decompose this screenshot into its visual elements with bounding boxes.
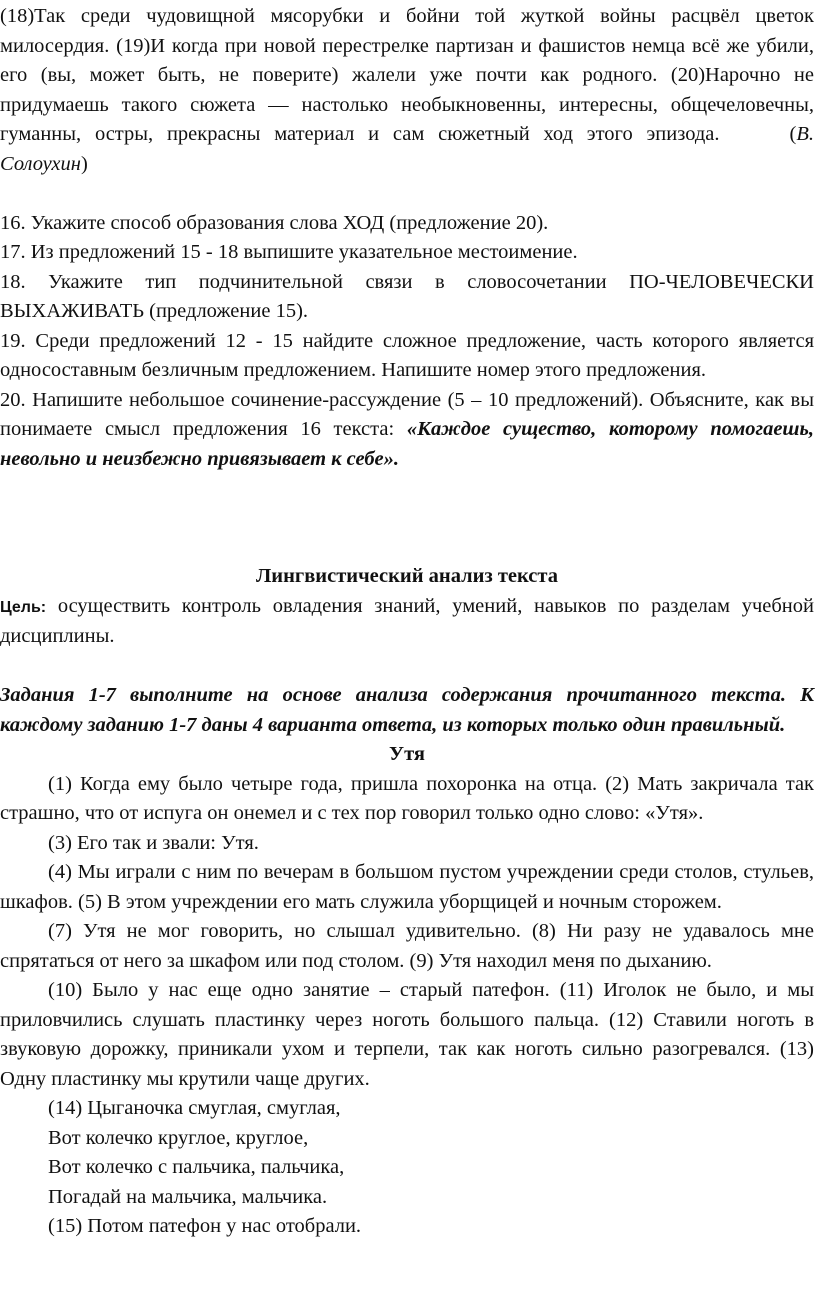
spacer (0, 652, 814, 682)
intro-text: (18)Так среди чудовищной мясорубки и бойни той жуткой войны расцвёл цветок милосердия. (19)И когда при новой перестрелке партизан и фашистов немца всё же убили, его (вы, может быть, не поверите) жалели уже почти как родного. (20)Нарочно не придумаешь такого сюжета — настолько необыкновенны, интересны, общечеловечны, гуманны, остры, прекрасны материал и сам сюжетный ход этого эпизода. (0, 5, 814, 145)
spacer (0, 179, 814, 209)
goal-label: Цель: (0, 598, 47, 616)
poem-line: Вот колечко с пальчика, пальчика, (48, 1156, 345, 1178)
task-17: 17. Из предложений 15 - 18 выпишите указательное местоимение. (0, 241, 578, 263)
intro-paragraph (0, 2, 814, 179)
story-paragraph: (1) Когда ему было четыре года, пришла похоронка на отца. (2) Мать закричала так страшно, что от испуга он онемел и с тех пор говорил только одно слово: «Утя». (0, 772, 814, 824)
task-20 (0, 386, 814, 475)
story-paragraph: (7) Утя не мог говорить, но слышал удивительно. (8) Ни разу не удавалось мне спрятаться от него за шкафом или под столом. (9) Утя находил меня по дыханию. (0, 920, 814, 972)
goal-text: осуществить контроль овладения знаний, умений, навыков по разделам учебной дисциплины. (0, 594, 814, 647)
author-attribution: (В. Солоухин) (0, 123, 814, 175)
task-16: 16. Укажите способ образования слова ХОД (предложение 20). (0, 211, 549, 234)
author-name: В. Солоухин (0, 123, 814, 175)
story-last-line: (15) Потом патефон у нас отобрали. (48, 1215, 362, 1237)
goal-line (0, 592, 814, 652)
task-18: 18. Укажите тип подчинительной связи в словосочетании ПО-ЧЕЛОВЕЧЕСКИ ВЫХАЖИВАТЬ (предложение 15). (0, 270, 814, 322)
story-paragraph: (4) Мы играли с ним по вечерам в большом пустом учреждении среди столов, стульев, шкафов. (5) В этом учреждении его мать служила уборщицей и ночным сторожем. (0, 861, 814, 913)
story-paragraph: (10) Было у нас еще одно занятие – старый патефон. (11) Иголок не было, и мы приловчились слушать пластинку через ноготь большого пальца. (12) Ставили ноготь в звуковую дорожку, приникали ухом и терпели, так как ноготь сильно разогревался. (13) Одну пластинку мы крутили чаще других. (0, 979, 814, 1090)
document-body (0, 2, 814, 1242)
poem-line: (14) Цыганочка смуглая, смуглая, (48, 1097, 341, 1119)
spacer (0, 474, 814, 562)
task-19: 19. Среди предложений 12 - 15 найдите сложное предложение, часть которого является односоставным безличным предложением. Напишите номер этого предложения. (0, 329, 814, 381)
story-title: Утя (389, 743, 425, 765)
task-20-text: 20. Напишите небольшое сочинение-рассуждение (5 – 10 предложений). Объясните, как вы понимаете смысл предложения 16 текста: (0, 388, 814, 440)
section-title: Лингвистический анализ текста (256, 565, 558, 587)
poem-line: Погадай на мальчика, мальчика. (48, 1185, 328, 1208)
task-20-quote: «Каждое существо, которому помогаешь, невольно и неизбежно привязывает к себе». (0, 418, 814, 470)
story-paragraph: (3) Его так и звали: Утя. (48, 831, 259, 854)
instruction: Задания 1-7 выполните на основе анализа содержания прочитанного текста. К каждому заданию 1-7 даны 4 варианта ответа, из которых только один правильный. (0, 684, 814, 736)
poem-line: Вот колечко круглое, круглое, (48, 1126, 309, 1149)
